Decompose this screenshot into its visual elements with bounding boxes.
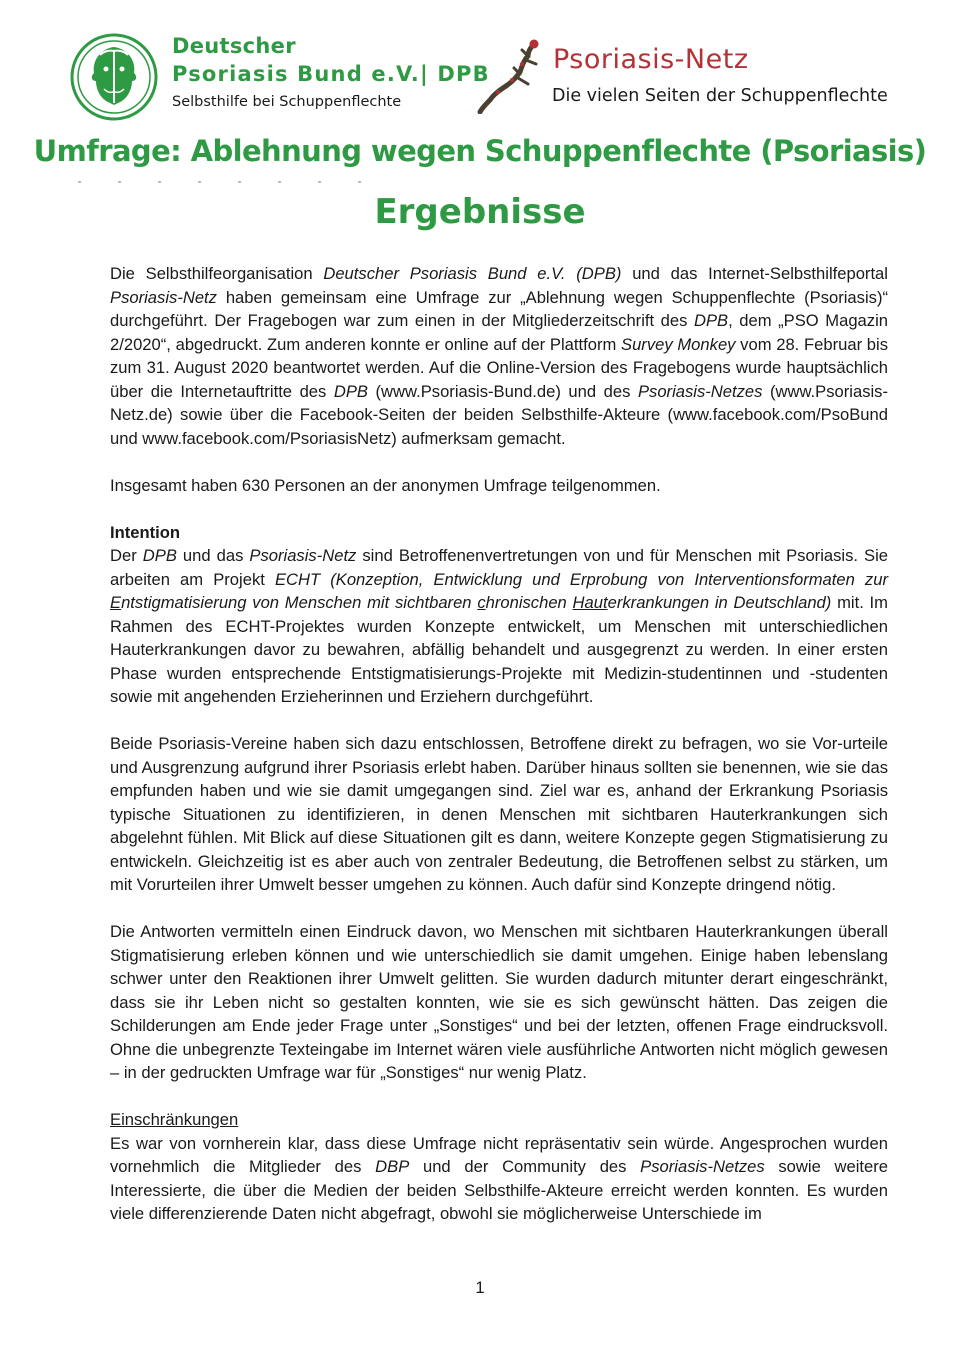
document-title: Umfrage: Ablehnung wegen Schuppenflechte (Psoriasis) [33, 134, 927, 168]
document-subtitle: Ergebnisse [374, 192, 586, 232]
janus-head-logo-icon [70, 33, 158, 121]
paragraph-intro: Die Selbsthilfeorganisation Deutscher Psoriasis Bund e.V. (DPB) und das Internet-Selbsthilfeportal Psoriasis-Netz haben gemeinsam eine Umfrage zur „Ablehnung wegen Schuppenflechte (Psoriasis)“ durchgeführt. Der Fragebogen war zum einen in der Mitgliederzeitschrift des DPB, dem „PSO Magazin 2/2020“, abgedruckt. Zum anderen konnte er online auf der Plattform Survey Monkey vom 28. Februar bis zum 31. August 2020 beantwortet werden. Auf die Online-Version des Fragebogens wurde hauptsächlich über die Internetauftritte des DPB (www.Psoriasis-Bund.de) und des Psoriasis-Netzes (www.Psoriasis-Netz.de) sowie über die Facebook-Seiten der beiden Selbsthilfe-Akteure (www.facebook.com/PsoBund und www.facebook.com/PsoriasisNetz) aufmerksam gemacht. [110, 264, 889, 448]
dpb-name-line2: Psoriasis Bund e.V.| DPB [172, 62, 490, 86]
paragraph-participants: Insgesamt haben 630 Personen an der anonymen Umfrage teilgenommen. [110, 475, 661, 495]
pn-title: Psoriasis-Netz [553, 44, 749, 75]
scan-artifact [78, 181, 368, 183]
heading-intention: Intention [110, 522, 181, 542]
paragraph-intention: Der DPB und das Psoriasis-Netz sind Betroffenenvertretungen von und für Menschen mit Psoriasis. Sie arbeiten am Projekt ECHT (Konzeption, Entwicklung und Erprobung von Interventionsformaten zur Entstigmatisierung von Menschen mit sichtbaren chronischen Hauterkrankungen in Deutschland) mit. Im Rahmen des ECHT-Projektes wurden Konzepte entwickelt, um Menschen mit unterschiedlichen Hauterkrankungen davor zu bewahren, abfällig behandelt und ausgegrenzt zu werden. In einer ersten Phase wurden entsprechende Entstigmatisierungs-Projekte mit Medizin-studentinnen und -studenten sowie mit angehenden Erzieherinnen und Erziehern durchgeführt. [110, 546, 888, 706]
document-body [110, 262, 888, 1226]
heading-limitations: Einschränkungen [110, 1110, 239, 1129]
dpb-tagline: Selbsthilfe bei Schuppenflechte [172, 94, 402, 110]
paragraph-limitations: Es war von vornherein klar, dass diese Umfrage nicht repräsentativ sein würde. Angesprochen wurden vornehmlich die Mitglieder des DBP und der Community des Psoriasis-Netzes sowie weitere Interessierte, die über die Medien der beiden Selbsthilfe-Akteure erreicht werden konnten. Es wurden viele differenzierende Daten nicht abgefragt, obwohl sie möglicherweise Unterschiede im [110, 1133, 888, 1223]
dpb-name-block [172, 32, 490, 110]
paragraph-survey-goal: Beide Psoriasis-Vereine haben sich dazu entschlossen, Betroffene direkt zu befragen, wo sie Vor-urteile und Ausgrenzung aufgrund ihrer Psoriasis erlebt haben. Darüber hinaus sollten sie benennen, wie sie das empfunden haben und wie sie damit umgegangen sind. Ziel war es, anhand der Erkrankung Psoriasis typische Situationen zu identifizieren, in denen Menschen mit sichtbaren Hauterkrankungen sich abgelehnt fühlen. Mit Blick auf diese Situationen gilt es dann, weitere Konzepte gegen Stigmatisierung zu entwickeln. Gleichzeitig ist es aber auch von zentraler Bedeutung, die Betroffenen selbst zu stärken, um mit Vorurteilen ihrer Umwelt besser umgehen zu können. Auch dafür sind Konzepte dringend nötig. [110, 734, 888, 894]
gecko-logo-icon [476, 38, 552, 114]
page-number: 1 [475, 1279, 485, 1297]
page-header [0, 0, 960, 125]
pn-subtitle: Die vielen Seiten der Schuppenflechte [552, 86, 888, 106]
paragraph-responses: Die Antworten vermitteln einen Eindruck davon, wo Menschen mit sichtbaren Hauterkrankungen überall Stigmatisierung erleben können und wie unterschiedlich sie damit umgehen. Einige haben lebenslang schwer unter den Reaktionen ihrer Umwelt gelitten. Sie wurden dadurch mitunter derart eingeschränkt, dass sie ihr Leben nicht so gestalten konnten, wie sie es sich gewünscht hätten. Das zeigen die Schilderungen am Ende jeder Frage unter „Sonstiges“ und bei der letzten, offenen Frage eindrucksvoll. Ohne die unbegrenzte Texteingabe im Internet wären viele ausführliche Antworten nicht möglich gewesen – in der gedruckten Umfrage war für „Sonstiges“ nur wenig Platz. [110, 922, 888, 1082]
dpb-name-line1: Deutscher [172, 34, 296, 58]
